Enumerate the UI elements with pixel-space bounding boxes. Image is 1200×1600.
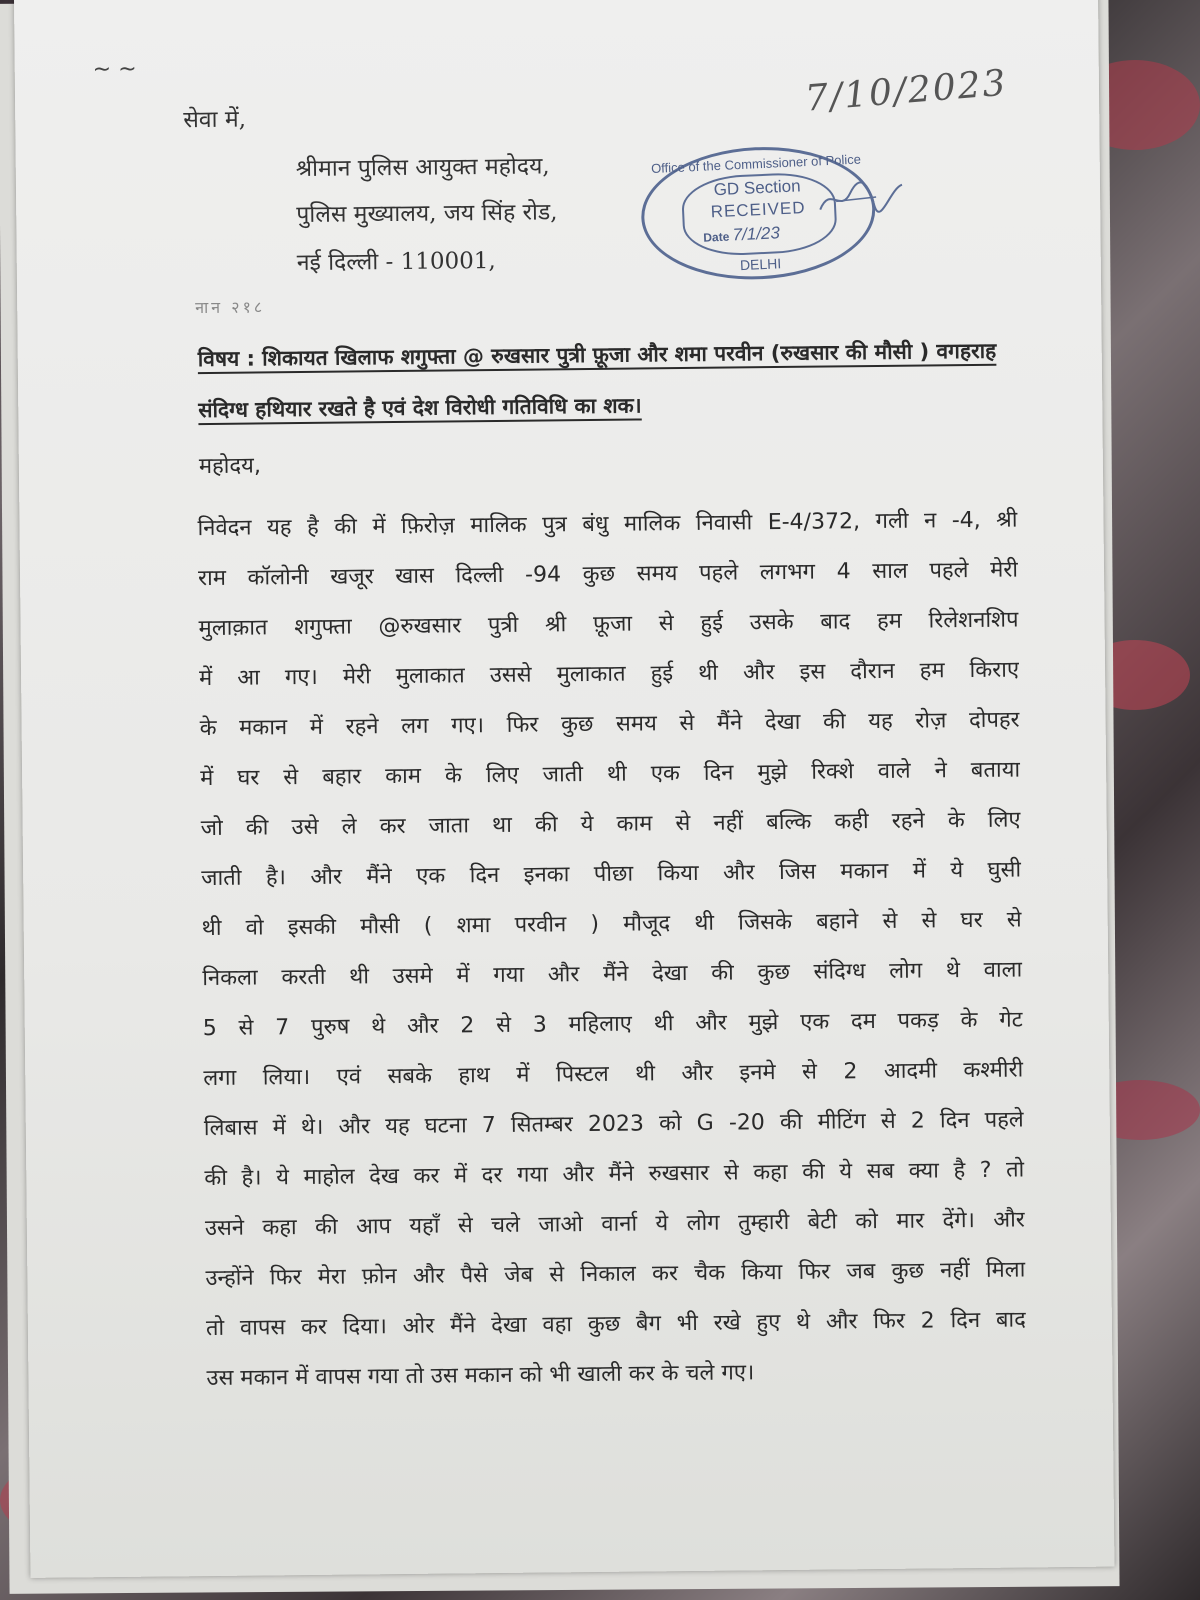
body-line: जो की उसे ले कर जाता था की ये काम से नहीं बल्कि कही रहने के लिए (200, 807, 1021, 842)
body-line: में घर से बहार काम के लिए जाती थी एक दिन मुझे रिक्शे वाले ने बताया (200, 757, 1021, 792)
body-line: उस मकान में वापस गया तो उस मकान को भी खाली कर के चले गए। (206, 1360, 755, 1392)
body-line: मुलाक़ात शगुफ्ता @रुखसार पुत्री श्री फ़ूजा से हुई उसके बाद हम रिलेशनशिप (198, 607, 1019, 642)
address-line: श्रीमान पुलिस आयुक्त महोदय, (295, 153, 550, 183)
address-line: पुलिस मुख्यालय, जय सिंह रोड, (296, 199, 558, 229)
stamp-date (703, 223, 780, 246)
body-line: उसने कहा की आप यहाँ से चले जाओ वार्ना ये लोग तुम्हारी बेटी को मार देंगे। और (204, 1207, 1025, 1242)
body-line: निकला करती थी उसमे में गया और मैंने देखा की कुछ संदिग्ध लोग थे वाला (202, 957, 1023, 992)
body-line: के मकान में रहने लग गए। फिर कुछ समय से मैंने देखा की यह रोज़ दोपहर (199, 707, 1020, 742)
stamp-section: GD Section (713, 176, 801, 200)
body-line: निवेदन यह है की में फ़िरोज़ मालिक पुत्र बंधु मालिक निवासी E-4/372, गली न -4, श्री (197, 507, 1018, 542)
body-line: लिबास में थे। और यह घटना 7 सितम्बर 2023 को G -20 की मीटिंग से 2 दिन पहले (203, 1107, 1024, 1142)
body-line: की है। ये माहोल देख कर में दर गया और मैंने रुखसार से कहा की ये सब क्या है ? तो (204, 1157, 1025, 1192)
faint-note: नान २१८ (195, 297, 266, 318)
corner-mark: ~ ~ (92, 56, 137, 83)
letter-page (14, 0, 1114, 1578)
body-line: तो वापस कर दिया। ओर मैंने देखा वहा कुछ बैग भी रखे हुए थे और फिर 2 दिन बाद (205, 1307, 1027, 1342)
body-line: राम कॉलोनी खजूर खास दिल्ली -94 कुछ समय पहले लगभग 4 साल पहले मेरी (197, 557, 1019, 592)
signature-scribble (816, 179, 906, 220)
salutation: महोदय, (198, 453, 262, 480)
body-line: 5 से 7 पुरुष थे और 2 से 3 महिलाए थी और मुझे एक दम पकड़ के गेट (202, 1007, 1023, 1042)
body-line: थी वो इसकी मौसी ( शमा परवीन ) मौजूद थी जिसके बहाने से से घर से (201, 907, 1022, 942)
body-line: में आ गए। मेरी मुलाकात उससे मुलाकात हुई थी और इस दौरान हम किराए (198, 657, 1020, 692)
address-line: नई दिल्ली - 110001, (296, 247, 496, 277)
subject-line: विषय : शिकायत खिलाफ शगुफ्ता @ रुखसार पुत्री फ़ूजा और शमा परवीन (रुखसार की मौसी ) वगहराह संदिग्ध हथियार रखते है एवं देश विरोधी गतिविधि का शक। (197, 338, 997, 423)
body-line: जाती है। और मैंने एक दिन इनका पीछा किया और जिस मकान में ये घुसी (201, 857, 1022, 892)
stamp-date-value: 7/1/23 (732, 223, 781, 245)
stamp-status: RECEIVED (710, 198, 806, 222)
stamp-office-text: Office of the Commissioner of Police (650, 151, 862, 177)
handwritten-date: 7/10/2023 (803, 62, 1009, 120)
stamp-date-label: Date (703, 229, 730, 245)
body-line: लगा लिया। एवं सबके हाथ में पिस्टल थी और इनमे से 2 आदमी कश्मीरी (203, 1057, 1024, 1092)
letter-body (197, 498, 1026, 1407)
body-line: उन्होंने फिर मेरा फ़ोन और पैसे जेब से निकाल कर चैक किया फिर जब कुछ नहीं मिला (205, 1257, 1026, 1292)
stamp-city: DELHI (739, 255, 782, 274)
address-salutation: सेवा में, (183, 106, 247, 134)
